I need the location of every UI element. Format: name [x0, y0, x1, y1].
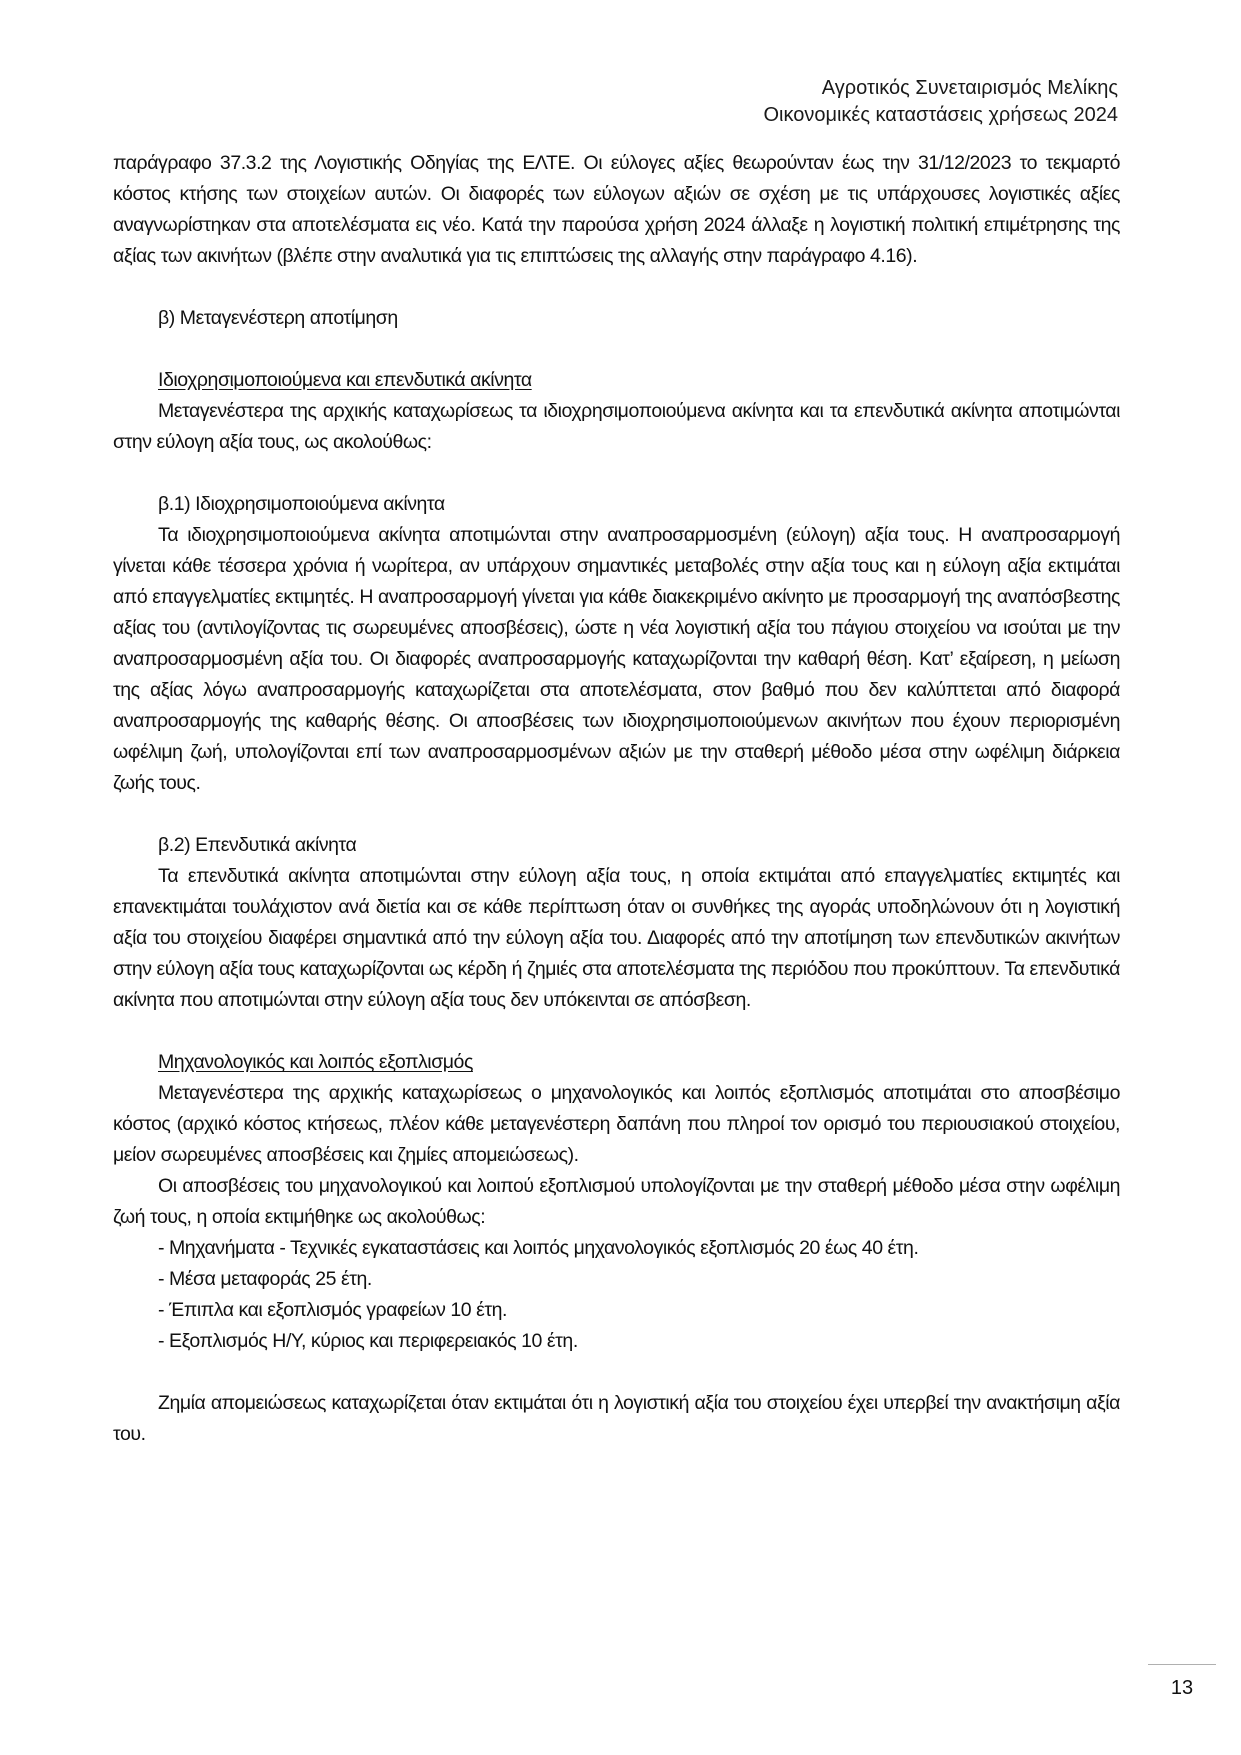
- page-number: 13: [1170, 1677, 1194, 1699]
- body-text: [113, 148, 1120, 1450]
- b1-paragraph: Τα ιδιοχρησιμοποιούμενα ακίνητα αποτιμώνται στην αναπροσαρμοσμένη (εύλογη) αξία τους. Η αναπροσαρμογή γίνεται κάθε τέσσερα χρόνια ή νωρίτερα, αν υπάρχουν σημαντικές μεταβολές στην αξία τους και η εύλογη αξία εκτιμάται από επαγγελματίες εκτιμητές. Η αναπροσαρμογή γίνεται για κάθε διακεκριμένο ακίνητο με προσαρμογή της αναπόσβεστης αξίας του (αντιλογίζοντας τις σωρευμένες αποσβέσεις), ώστε η νέα λογιστική αξία του πάγιου στοιχείου να ισούται με την αναπροσαρμοσμένη αξία του. Οι διαφορές αναπροσαρμογής καταχωρίζονται την καθαρή θέση. Κατ’ εξαίρεση, η μείωση της αξίας λόγω αναπροσαρμογής καταχωρίζεται στα αποτελέσματα, στον βαθμό που δεν καλύπτεται από διαφορά αναπροσαρμογής της καθαρής θέσης. Οι αποσβέσεις των ιδιοχρησιμοποιούμενων ακινήτων που έχουν περιορισμένη ωφέλιμη ζωή, υπολογίζονται επί των αναπροσαρμοσμένων αξιών με την σταθερή μέθοδο μέσα στην ωφέλιμη διάρκεια ζωής τους.: [113, 524, 1120, 794]
- list-item: - Εξοπλισμός Η/Υ, κύριος και περιφερειακός 10 έτη.: [158, 1330, 578, 1352]
- real-estate-heading-wrap: [113, 365, 1120, 396]
- list-item: - Μέσα μεταφοράς 25 έτη.: [158, 1268, 372, 1290]
- equipment-paragraph-1: Μεταγενέστερα της αρχικής καταχωρίσεως ο μηχανολογικός και λοιπός εξοπλισμός αποτιμάται στο αποσβέσιμο κόστος (αρχικό κόστος κτήσεως, πλέον κάθε μεταγενέστερη δαπάνη που πληροί τον ορισμό του περιουσιακού στοιχείου, μείον σωρευμένες αποσβέσεις και ζημίες απομειώσεως).: [113, 1082, 1120, 1166]
- list-item: - Μηχανήματα - Τεχνικές εγκαταστάσεις και λοιπός μηχανολογικός εξοπλισμός 20 έως 40 έτη.: [158, 1237, 919, 1259]
- equipment-heading: Μηχανολογικός και λοιπός εξοπλισμός: [158, 1051, 473, 1073]
- real-estate-paragraph: Μεταγενέστερα της αρχικής καταχωρίσεως τα ιδιοχρησιμοποιούμενα ακίνητα και τα επενδυτικά ακίνητα αποτιμώνται στην εύλογη αξία τους, ως ακολούθως:: [113, 400, 1120, 453]
- equipment-heading-wrap: [113, 1047, 1120, 1078]
- real-estate-heading: Ιδιοχρησιμοποιούμενα και επενδυτικά ακίνητα: [158, 369, 532, 391]
- useful-lives-list: [113, 1233, 1120, 1357]
- section-b-title: β) Μεταγενέστερη αποτίμηση: [158, 307, 398, 329]
- list-item: - Έπιπλα και εξοπλισμός γραφείων 10 έτη.: [158, 1299, 508, 1321]
- b1-title: β.1) Ιδιοχρησιμοποιούμενα ακίνητα: [158, 493, 445, 515]
- impairment-paragraph: Ζημία απομειώσεως καταχωρίζεται όταν εκτιμάται ότι η λογιστική αξία του στοιχείου έχει υπερβεί την ανακτήσιμη αξία του.: [113, 1392, 1120, 1445]
- intro-paragraph: παράγραφο 37.3.2 της Λογιστικής Οδηγίας της ΕΛΤΕ. Οι εύλογες αξίες θεωρούνταν έως την 31/12/2023 το τεκμαρτό κόστος κτήσης των στοιχείων αυτών. Οι διαφορές των εύλογων αξιών σε σχέση με τις υπάρχουσες λογιστικές αξίες αναγνωρίστηκαν στα αποτελέσματα εις νέο. Κατά την παρούσα χρήση 2024 άλλαξε η λογιστική πολιτική επιμέτρησης της αξίας των ακινήτων (βλέπε στην αναλυτικά για τις επιπτώσεις της αλλαγής στην παράγραφο 4.16).: [113, 152, 1120, 267]
- header-organization: Αγροτικός Συνεταιρισμός Μελίκης: [821, 77, 1118, 99]
- b2-title: β.2) Επενδυτικά ακίνητα: [158, 834, 357, 856]
- b2-paragraph: Τα επενδυτικά ακίνητα αποτιμώνται στην εύλογη αξία τους, η οποία εκτιμάται από επαγγελματίες εκτιμητές και επανεκτιμάται τουλάχιστον ανά διετία και σε κάθε περίπτωση όταν οι συνθήκες της αγοράς υποδηλώνουν ότι η λογιστική αξία του στοιχείου διαφέρει σημαντικά από την εύλογη αξία του. Διαφορές από την αποτίμηση των επενδυτικών ακινήτων στην εύλογη αξία τους καταχωρίζονται ως κέρδη ή ζημιές στα αποτελέσματα της περιόδου που προκύπτουν. Τα επενδυτικά ακίνητα που αποτιμώνται στην εύλογη αξία τους δεν υπόκεινται σε απόσβεση.: [113, 865, 1120, 1011]
- header-report-title: Οικονομικές καταστάσεις χρήσεως 2024: [763, 104, 1118, 126]
- page-header: [763, 75, 1118, 129]
- equipment-paragraph-2: Οι αποσβέσεις του μηχανολογικού και λοιπού εξοπλισμού υπολογίζονται με την σταθερή μέθοδο μέσα στην ωφέλιμη ζωή τους, η οποία εκτιμήθηκε ως ακολούθως:: [113, 1175, 1120, 1228]
- footer-divider: [1148, 1664, 1216, 1665]
